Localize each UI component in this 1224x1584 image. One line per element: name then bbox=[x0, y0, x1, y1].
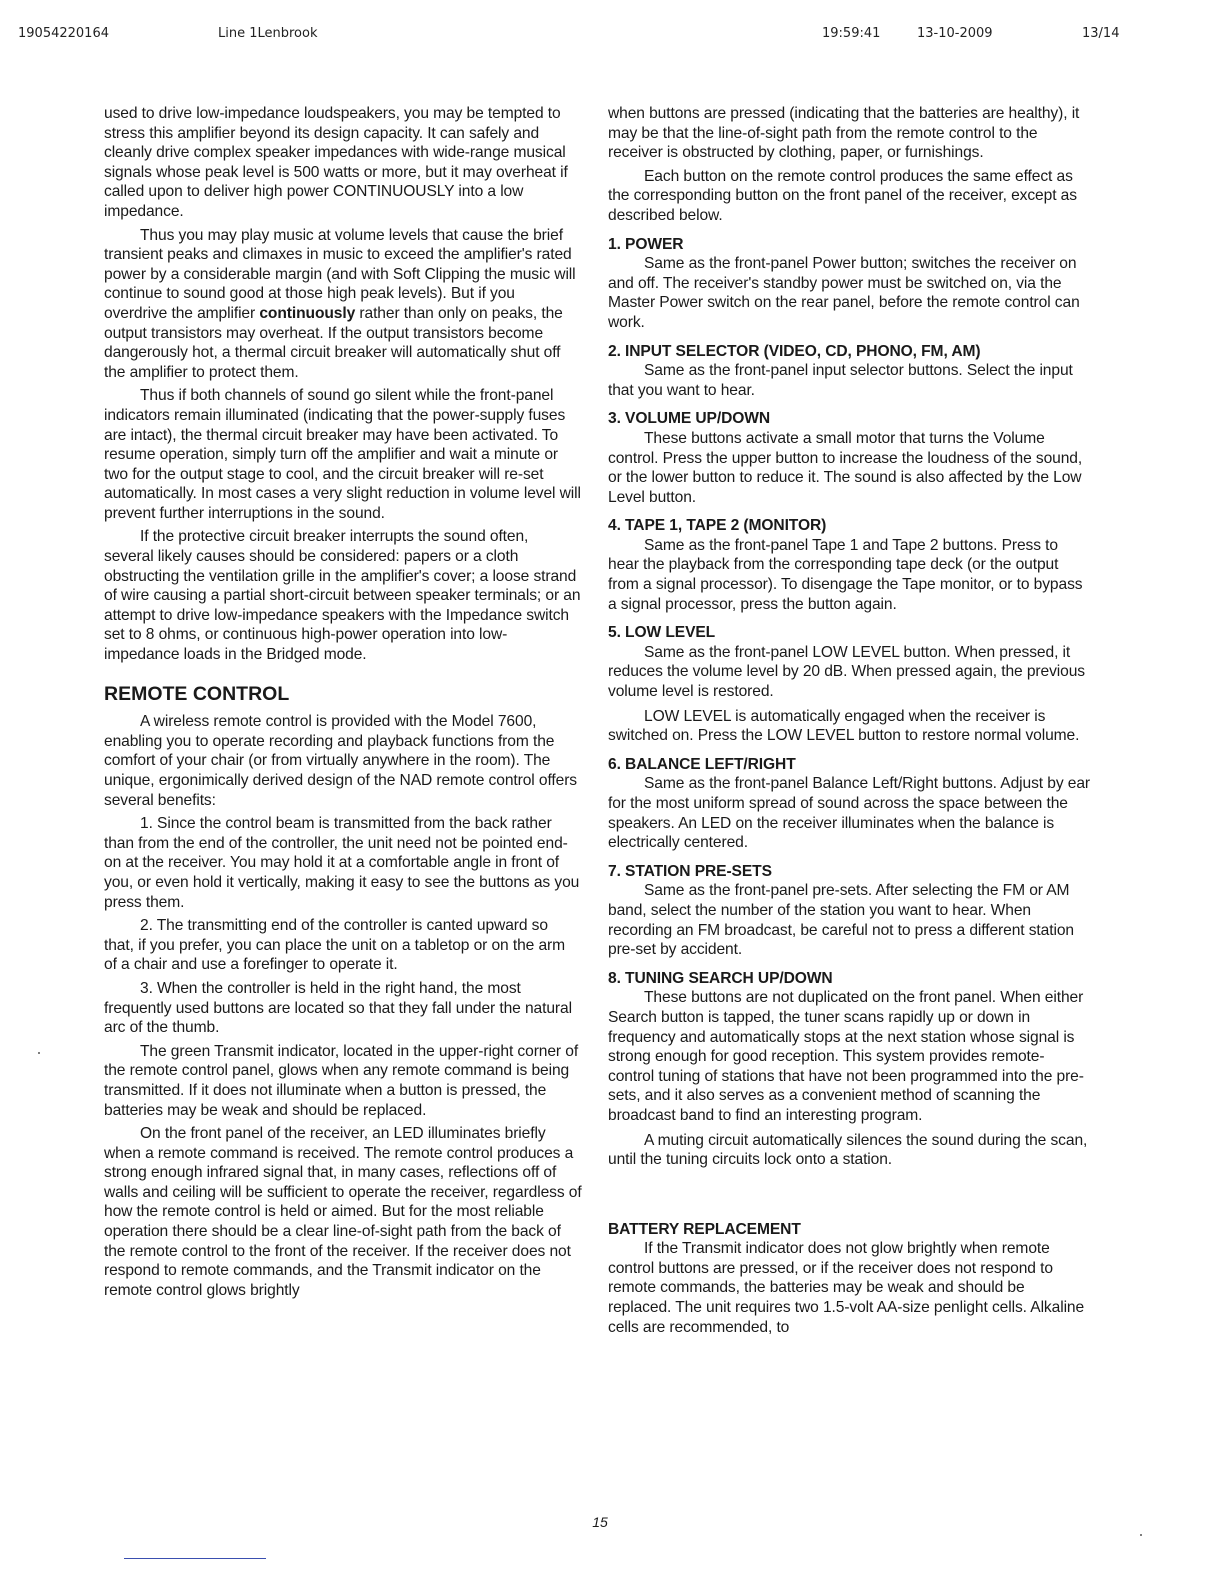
paragraph: A wireless remote control is provided with the Model 7600, enabling you to operate recording and playback functions from the comfort of your chair (or from virtually anywhere in the room). The unique, ergonimically derived design of the NAD remote control offers several benefits: bbox=[104, 713, 578, 809]
paragraph: Same as the front-panel Tape 1 and Tape 2 buttons. Press to hear the playback from the corresponding tape deck (or the output from a signal processor). To disengage the Tape monitor, or to bypass a signal processor, press the button again. bbox=[608, 536, 1083, 613]
paragraph: These buttons activate a small motor that turns the Volume control. Press the upper button to increase the loudness of the sound, or the lower button to reduce it. The sound is also affected by the Low Level button. bbox=[608, 429, 1083, 506]
paragraph: used to drive low-impedance loudspeakers, you may be tempted to stress this amplifier beyond its design capacity. It can safely and cleanly drive complex speaker impedances with wide-range musical signals whose peak level is 500 watts or more, but it may overheat if called upon to deliver high power CONTINUOUSLY into a low impedance. bbox=[104, 105, 568, 220]
paragraph: A muting circuit automatically silences the sound during the scan, until the tuning circuits lock onto a station. bbox=[608, 1131, 1088, 1169]
fax-date: 13-10-2009 bbox=[917, 26, 993, 41]
right-column bbox=[608, 104, 1090, 1342]
paragraph: Same as the front-panel pre-sets. After selecting the FM or AM band, select the number of the station you want to hear. When recording an FM broadcast, be careful not to press a different station pre-set by accident. bbox=[608, 882, 1074, 959]
subsection-heading: 7. STATION PRE-SETS bbox=[608, 862, 772, 880]
fax-time: 19:59:41 bbox=[822, 26, 881, 41]
paragraph: If the Transmit indicator does not glow brightly when remote control buttons are pressed, or if the receiver does not respond to remote commands, the batteries may be weak and should be replaced. The unit requires two 1.5-volt AA-size penlight cells. Alkaline cells are recommended, to bbox=[608, 1240, 1085, 1336]
paragraph: Same as the front-panel Power button; switches the receiver on and off. The receiver's standby power must be switched on, via the Master Power switch on the rear panel, before the remote control can work. bbox=[608, 255, 1080, 331]
paragraph: These buttons are not duplicated on the front panel. When either Search button is tapped, the tuner scans rapidly up or down in frequency and automatically stops at the next station whose signal is strong enough for good reception. This system provides remote-control tuning of stations that have not been programmed into the pre-sets, and it also serves as a convenient method of scanning the broadcast band to find an interesting program. bbox=[608, 989, 1084, 1124]
paragraph: Same as the front-panel input selector buttons. Select the input that you want to hear. bbox=[608, 362, 1073, 399]
scan-speck bbox=[1140, 1534, 1142, 1536]
section-heading: REMOTE CONTROL bbox=[104, 682, 290, 705]
fax-number: 19054220164 bbox=[18, 26, 109, 41]
paragraph: Same as the front-panel Balance Left/Right buttons. Adjust by ear for the most uniform spread of sound across the space between the speakers. An LED on the receiver illuminates when the balance is electrically centered. bbox=[608, 775, 1090, 852]
subsection-heading: 5. LOW LEVEL bbox=[608, 624, 716, 642]
subsection-heading: 3. VOLUME UP/DOWN bbox=[608, 410, 771, 428]
left-column bbox=[104, 104, 582, 1304]
paragraph: On the front panel of the receiver, an LED illuminates briefly when a remote command is received. The remote control produces a strong enough infrared signal that, in many cases, reflections off of walls and ceiling will be sufficient to operate the receiver, regardless of how the remote control is held or aimed. But for the most reliable operation there should be a clear line-of-sight path from the back of the remote control to the front of the receiver. If the receiver does not respond to remote commands, and the Transmit indicator on the remote control glows brightly bbox=[104, 1125, 582, 1299]
paragraph: If the protective circuit breaker interrupts the sound often, several likely causes should be considered: papers or a cloth obstructing the ventilation grille in the amplifier's cover; a loose strand of wire causing a partial short-circuit between speaker terminals; or an attempt to drive low-impedance speakers with the Impedance switch set to 8 ohms, or continuous high-power operation into low-impedance loads in the Bridged mode. bbox=[104, 528, 581, 664]
paragraph: 1. Since the control beam is transmitted from the back rather than from the end of the controller, the unit need not be pointed end-on at the receiver. You may hold it at a comfortable angle in front of you, or even hold it vertically, making it easy to see the buttons as you press them. bbox=[104, 815, 580, 911]
paragraph: 2. The transmitting end of the controller is canted upward so that, if you prefer, you can place the unit on a tabletop or on the arm of a chair and use a forefinger to operate it. bbox=[104, 917, 566, 974]
paragraph: Thus if both channels of sound go silent while the front-panel indicators remain illuminated (indicating that the power-supply fuses are intact), the thermal circuit breaker may have been activated. To resume operation, simply turn off the amplifier and wait a minute or two for the output stage to cool, and the circuit breaker will re-set automatically. In most cases a very slight reduction in volume level will prevent further interruptions in the sound. bbox=[104, 387, 581, 522]
paragraph: 3. When the controller is held in the right hand, the most frequently used buttons are located so that they fall under the natural arc of the thumb. bbox=[104, 979, 572, 1037]
subsection-heading: 1. POWER bbox=[608, 235, 684, 253]
emphasis: continuously bbox=[259, 304, 356, 322]
page-number: 15 bbox=[592, 1514, 608, 1530]
fax-page-count: 13/14 bbox=[1082, 26, 1120, 41]
paragraph: Thus you may play music at volume levels that cause the brief transient peaks and climaxes in music to exceed the amplifier's rated power by a considerable margin (and with Soft Clipping the music will continue to sound good at those high peak levels). But if you overdrive the amplifier continuously rather than only on peaks, the output transistors may overheat. If the output transistors become dangerously hot, a thermal circuit breaker will automatically shut off the amplifier to protect them. bbox=[104, 226, 576, 381]
fax-header bbox=[0, 26, 1224, 46]
paragraph: Same as the front-panel LOW LEVEL button. When pressed, it reduces the volume level by 20 dB. When pressed again, the previous volume level is restored. bbox=[608, 643, 1085, 701]
subsection-heading: 2. INPUT SELECTOR (VIDEO, CD, PHONO, FM, AM) bbox=[608, 342, 981, 360]
subsection-heading: 6. BALANCE LEFT/RIGHT bbox=[608, 755, 796, 773]
paragraph: The green Transmit indicator, located in the upper-right corner of the remote control panel, glows when any remote command is being transmitted. If it does not illuminate when a button is pressed, the batteries may be weak and should be replaced. bbox=[104, 1042, 579, 1119]
footnote-rule bbox=[124, 1558, 266, 1559]
fax-line-id: Line 1Lenbrook bbox=[218, 26, 318, 41]
subsection-heading: BATTERY REPLACEMENT bbox=[608, 1220, 801, 1238]
paragraph: Each button on the remote control produces the same effect as the corresponding button on the front panel of the receiver, except as described below. bbox=[608, 167, 1077, 224]
paragraph: LOW LEVEL is automatically engaged when the receiver is switched on. Press the LOW LEVEL button to restore normal volume. bbox=[608, 707, 1080, 745]
scan-speck bbox=[38, 1052, 40, 1054]
subsection-heading: 4. TAPE 1, TAPE 2 (MONITOR) bbox=[608, 517, 827, 535]
subsection-heading: 8. TUNING SEARCH UP/DOWN bbox=[608, 969, 833, 987]
paragraph: when buttons are pressed (indicating that the batteries are healthy), it may be that the line-of-sight path from the remote control to the receiver is obstructed by clothing, paper, or furnishings. bbox=[608, 105, 1080, 162]
